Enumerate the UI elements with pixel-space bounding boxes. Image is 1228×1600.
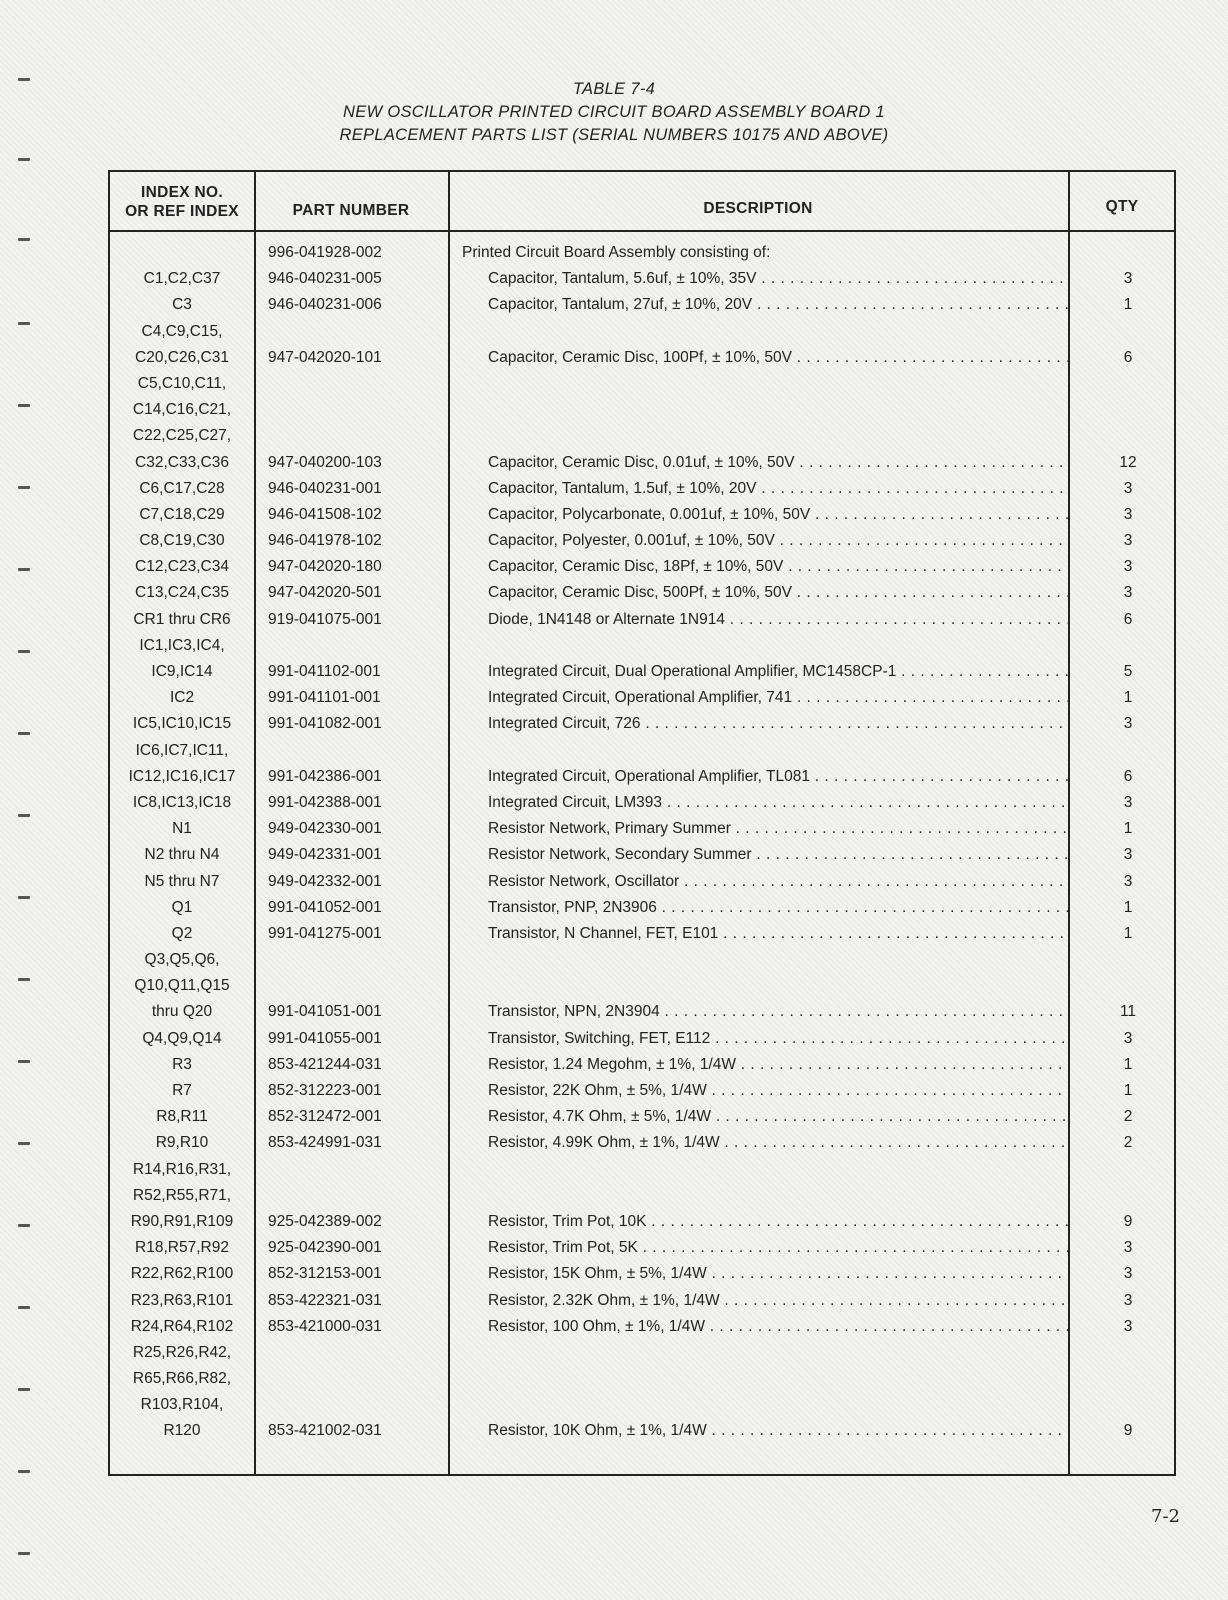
binder-mark xyxy=(18,158,30,161)
part-number-cell: 991-041052-001 xyxy=(268,898,382,916)
binder-mark xyxy=(18,1552,30,1555)
ref-index-cell: R23,R63,R101 xyxy=(130,1291,234,1309)
binder-mark xyxy=(18,1306,30,1309)
description-cell: Capacitor, Ceramic Disc, 100Pf, ± 10%, 50V . . . xyxy=(488,345,1068,371)
header-qty: QTY xyxy=(1105,198,1139,215)
description-cell: Capacitor, Ceramic Disc, 0.01uf, ± 10%, 50V . . . xyxy=(488,450,1068,476)
table-row xyxy=(110,371,1174,397)
table-row xyxy=(110,1235,1174,1261)
part-number-cell: 947-042020-180 xyxy=(268,558,382,576)
part-number-cell: 991-041102-001 xyxy=(268,663,381,680)
ref-index-cell: C4,C9,C15, xyxy=(141,322,223,340)
part-number-cell: 946-040231-005 xyxy=(268,270,382,288)
header-part-number: PART NUMBER xyxy=(292,202,410,219)
binder-mark xyxy=(18,814,30,817)
ref-index-cell: R9,R10 xyxy=(155,1134,209,1152)
binder-mark xyxy=(18,978,30,981)
binder-mark xyxy=(18,1060,30,1063)
part-number-cell: 991-041275-001 xyxy=(268,924,382,942)
table-row xyxy=(110,292,1174,318)
qty-cell: 3 xyxy=(1123,1317,1133,1335)
part-number-cell: 852-312153-001 xyxy=(268,1265,382,1283)
ref-index-cell: R8,R11 xyxy=(156,1108,208,1126)
part-number-cell: 853-422321-031 xyxy=(268,1291,382,1309)
ref-index-cell: R120 xyxy=(163,1422,201,1440)
header-divider xyxy=(110,230,1174,232)
table-row xyxy=(110,999,1174,1025)
qty-cell: 1 xyxy=(1123,898,1133,916)
qty-cell: 3 xyxy=(1123,532,1133,550)
parts-table xyxy=(108,170,1176,1476)
table-row xyxy=(110,895,1174,921)
table-row xyxy=(110,423,1174,449)
part-number-cell: 991-041082-001 xyxy=(268,715,382,733)
table-row xyxy=(110,1130,1174,1156)
part-number-cell: 996-041928-002 xyxy=(268,244,382,261)
part-number-cell: 853-424991-031 xyxy=(268,1134,382,1152)
qty-cell: 6 xyxy=(1123,348,1133,366)
ref-index-cell: IC9,IC14 xyxy=(151,663,213,680)
table-row xyxy=(110,1209,1174,1235)
qty-cell: 1 xyxy=(1123,820,1133,838)
description-cell: Integrated Circuit, 726 . . . xyxy=(488,711,1068,737)
table-row xyxy=(110,973,1174,999)
qty-cell: 3 xyxy=(1123,1265,1133,1283)
part-number-cell: 852-312223-001 xyxy=(268,1082,382,1099)
qty-cell: 3 xyxy=(1123,584,1133,602)
qty-cell: 9 xyxy=(1123,1212,1133,1230)
description-cell: Transistor, Switching, FET, E112 . . . xyxy=(488,1026,1068,1052)
part-number-cell: 946-041978-102 xyxy=(268,532,382,550)
ref-index-cell: R24,R64,R102 xyxy=(130,1317,234,1335)
table-row xyxy=(110,633,1174,659)
table-row xyxy=(110,869,1174,895)
part-number-cell: 991-042386-001 xyxy=(268,767,382,785)
ref-index-cell: CR1 thru CR6 xyxy=(133,610,231,628)
table-row xyxy=(110,1340,1174,1366)
qty-cell: 6 xyxy=(1123,767,1133,785)
table-row xyxy=(110,921,1174,947)
ref-index-cell: R7 xyxy=(172,1082,192,1099)
table-row xyxy=(110,947,1174,973)
qty-cell: 1 xyxy=(1123,1082,1133,1099)
table-row xyxy=(110,607,1174,633)
table-row xyxy=(110,1104,1174,1130)
part-number-cell: 925-042389-002 xyxy=(268,1212,382,1230)
binder-mark xyxy=(18,1142,30,1145)
qty-cell: 3 xyxy=(1123,479,1133,497)
qty-cell: 3 xyxy=(1123,872,1133,890)
ref-index-cell: C12,C23,C34 xyxy=(135,558,229,576)
qty-cell: 3 xyxy=(1123,846,1133,864)
ref-index-cell: C3 xyxy=(172,296,192,314)
binder-mark xyxy=(18,238,30,241)
binder-mark xyxy=(18,732,30,735)
table-row xyxy=(110,1366,1174,1392)
table-row xyxy=(110,764,1174,790)
description-cell: Capacitor, Tantalum, 5.6uf, ± 10%, 35V . . . xyxy=(488,266,1068,292)
table-row xyxy=(110,319,1174,345)
description-cell: Integrated Circuit, Dual Operational Amplifier, MC1458CP-1 . . . xyxy=(488,659,1068,685)
header-index: INDEX NO. OR REF INDEX xyxy=(125,184,239,220)
description-cell: Resistor, 10K Ohm, ± 1%, 1/4W . . . xyxy=(488,1418,1068,1444)
ref-index-cell: R18,R57,R92 xyxy=(135,1239,229,1257)
binder-mark xyxy=(18,896,30,899)
page-number: 7-2 xyxy=(1151,1506,1180,1527)
binder-mark xyxy=(18,650,30,653)
ref-index-cell: N5 thru N7 xyxy=(144,872,220,890)
part-number-cell: 991-041101-001 xyxy=(268,689,381,707)
table-row xyxy=(110,738,1174,764)
ref-index-cell: C32,C33,C36 xyxy=(135,453,229,471)
qty-cell: 12 xyxy=(1119,453,1137,471)
part-number-cell: 919-041075-001 xyxy=(268,610,382,628)
part-number-cell: 853-421244-031 xyxy=(268,1055,382,1073)
ref-index-cell: IC12,IC16,IC17 xyxy=(128,767,236,785)
qty-cell: 3 xyxy=(1123,715,1133,733)
binder-mark xyxy=(18,1470,30,1473)
table-row xyxy=(110,240,1174,266)
description-cell: Capacitor, Ceramic Disc, 18Pf, ± 10%, 50V . . . xyxy=(488,554,1068,580)
table-row xyxy=(110,345,1174,371)
ref-index-cell: IC8,IC13,IC18 xyxy=(132,793,232,811)
qty-cell: 11 xyxy=(1119,1003,1137,1021)
table-row xyxy=(110,397,1174,423)
table-row xyxy=(110,554,1174,580)
ref-index-cell: R3 xyxy=(172,1055,192,1073)
binder-mark xyxy=(18,486,30,489)
table-row xyxy=(110,685,1174,711)
table-row xyxy=(110,1157,1174,1183)
description-cell: Transistor, N Channel, FET, E101 . . . xyxy=(488,921,1068,947)
part-number-cell: 946-040231-001 xyxy=(268,479,382,497)
binder-mark xyxy=(18,404,30,407)
qty-cell: 1 xyxy=(1123,296,1133,314)
part-number-cell: 949-042330-001 xyxy=(268,820,382,838)
qty-cell: 3 xyxy=(1123,1239,1133,1257)
description-cell: Resistor, 4.99K Ohm, ± 1%, 1/4W . . . xyxy=(488,1130,1068,1156)
qty-cell: 2 xyxy=(1123,1134,1133,1152)
ref-index-cell: IC2 xyxy=(169,689,195,707)
table-row xyxy=(110,1026,1174,1052)
qty-cell: 1 xyxy=(1123,689,1133,707)
header-description: DESCRIPTION xyxy=(703,200,813,217)
table-number: TABLE 7-4 xyxy=(572,80,656,98)
table-row xyxy=(110,659,1174,685)
ref-index-cell: IC6,IC7,IC11, xyxy=(135,741,229,759)
ref-index-cell: C13,C24,C35 xyxy=(135,584,229,602)
ref-index-cell: Q10,Q11,Q15 xyxy=(134,977,230,995)
part-number-cell: 991-042388-001 xyxy=(268,793,382,811)
description-cell: Transistor, NPN, 2N3904 . . . xyxy=(488,999,1068,1025)
table-row xyxy=(110,1314,1174,1340)
table-row xyxy=(110,1288,1174,1314)
description-cell: Resistor Network, Oscillator . . . xyxy=(488,869,1068,895)
table-row xyxy=(110,502,1174,528)
description-cell: Capacitor, Tantalum, 1.5uf, ± 10%, 20V . . . xyxy=(488,476,1068,502)
description-cell: Integrated Circuit, Operational Amplifier, 741 . . . xyxy=(488,685,1068,711)
binder-mark xyxy=(18,1388,30,1391)
table-body xyxy=(110,240,1174,1445)
part-number-cell: 853-421000-031 xyxy=(268,1317,382,1335)
table-row xyxy=(110,1392,1174,1418)
qty-cell: 3 xyxy=(1123,270,1133,288)
description-cell: Integrated Circuit, LM393 . . . xyxy=(488,790,1068,816)
table-row xyxy=(110,528,1174,554)
ref-index-cell: IC5,IC10,IC15 xyxy=(132,715,232,733)
table-row xyxy=(110,266,1174,292)
ref-index-cell: R52,R55,R71, xyxy=(132,1186,232,1204)
description-cell: Resistor, Trim Pot, 5K . . . xyxy=(488,1235,1068,1261)
description-cell: Resistor, Trim Pot, 10K . . . xyxy=(488,1209,1068,1235)
ref-index-cell: R14,R16,R31, xyxy=(132,1160,232,1178)
binder-mark xyxy=(18,322,30,325)
description-cell: Resistor, 4.7K Ohm, ± 5%, 1/4W . . . xyxy=(488,1104,1068,1130)
table-row xyxy=(110,580,1174,606)
ref-index-cell: N2 thru N4 xyxy=(144,846,220,864)
ref-index-cell: Q4,Q9,Q14 xyxy=(142,1029,222,1047)
ref-index-cell: Q2 xyxy=(171,924,193,942)
table-row xyxy=(110,842,1174,868)
ref-index-cell: C14,C16,C21, xyxy=(132,401,232,419)
table-row xyxy=(110,790,1174,816)
table-row xyxy=(110,476,1174,502)
description-cell: Transistor, PNP, 2N3906 . . . xyxy=(488,895,1068,921)
part-number-cell: 946-040231-006 xyxy=(268,296,382,314)
table-row xyxy=(110,1261,1174,1287)
table-subtitle: REPLACEMENT PARTS LIST (SERIAL NUMBERS 10175 AND ABOVE) xyxy=(339,126,889,144)
ref-index-cell: thru Q20 xyxy=(151,1003,213,1021)
qty-cell: 9 xyxy=(1123,1422,1133,1440)
description-cell: Capacitor, Polycarbonate, 0.001uf, ± 10%, 50V . . . xyxy=(488,502,1068,528)
table-row xyxy=(110,1052,1174,1078)
description-cell: Resistor, 1.24 Megohm, ± 1%, 1/4W . . . xyxy=(488,1052,1068,1078)
qty-cell: 6 xyxy=(1123,610,1133,628)
table-row xyxy=(110,1418,1174,1444)
ref-index-cell: Q1 xyxy=(171,898,193,916)
description-cell: Capacitor, Ceramic Disc, 500Pf, ± 10%, 50V . . . xyxy=(488,580,1068,606)
table-row xyxy=(110,1183,1174,1209)
table-row xyxy=(110,711,1174,737)
description-cell: Resistor, 100 Ohm, ± 1%, 1/4W . . . xyxy=(488,1314,1068,1340)
binder-hole-marks xyxy=(0,0,40,1600)
ref-index-cell: N1 xyxy=(172,820,192,838)
ref-index-cell: R103,R104, xyxy=(140,1396,224,1414)
description-cell: Capacitor, Polyester, 0.001uf, ± 10%, 50V . . . xyxy=(488,528,1068,554)
part-number-cell: 949-042332-001 xyxy=(268,872,382,890)
description-cell: Resistor Network, Secondary Summer . . . xyxy=(488,842,1068,868)
binder-mark xyxy=(18,1224,30,1227)
description-cell: Resistor Network, Primary Summer . . . xyxy=(488,816,1068,842)
part-number-cell: 991-041055-001 xyxy=(268,1029,382,1047)
ref-index-cell: C20,C26,C31 xyxy=(135,348,229,366)
qty-cell: 3 xyxy=(1123,793,1133,811)
ref-index-cell: R90,R91,R109 xyxy=(130,1212,234,1230)
ref-index-cell: C22,C25,C27, xyxy=(132,427,232,445)
ref-index-cell: C5,C10,C11, xyxy=(137,374,227,392)
table-title: NEW OSCILLATOR PRINTED CIRCUIT BOARD ASSEMBLY BOARD 1 xyxy=(343,103,885,121)
ref-index-cell: R25,R26,R42, xyxy=(132,1343,232,1361)
description-cell: Capacitor, Tantalum, 27uf, ± 10%, 20V . . . xyxy=(488,292,1068,318)
ref-index-cell: Q3,Q5,Q6, xyxy=(144,951,220,969)
description-cell: Resistor, 2.32K Ohm, ± 1%, 1/4W . . . xyxy=(488,1288,1068,1314)
qty-cell: 5 xyxy=(1123,663,1133,680)
part-number-cell: 852-312472-001 xyxy=(268,1108,382,1126)
part-number-cell: 925-042390-001 xyxy=(268,1239,382,1257)
part-number-cell: 947-042020-501 xyxy=(268,584,382,602)
description-cell: Resistor, 15K Ohm, ± 5%, 1/4W . . . xyxy=(488,1261,1068,1287)
ref-index-cell: R22,R62,R100 xyxy=(130,1265,234,1283)
ref-index-cell: C1,C2,C37 xyxy=(143,270,221,288)
part-number-cell: 853-421002-031 xyxy=(268,1422,382,1440)
description-cell: Integrated Circuit, Operational Amplifier, TL081 . . . xyxy=(488,764,1068,790)
ref-index-cell: R65,R66,R82, xyxy=(132,1370,232,1388)
binder-mark xyxy=(18,568,30,571)
description-cell: Diode, 1N4148 or Alternate 1N914 . . . xyxy=(488,607,1068,633)
ref-index-cell: IC1,IC3,IC4, xyxy=(139,636,225,654)
part-number-cell: 949-042331-001 xyxy=(268,846,382,864)
part-number-cell: 946-041508-102 xyxy=(268,505,382,523)
part-number-cell: 947-040200-103 xyxy=(268,453,382,471)
qty-cell: 3 xyxy=(1123,1291,1133,1309)
qty-cell: 3 xyxy=(1123,1029,1133,1047)
part-number-cell: 991-041051-001 xyxy=(268,1003,382,1021)
ref-index-cell: C6,C17,C28 xyxy=(139,479,225,497)
description-cell: Printed Circuit Board Assembly consisting of: xyxy=(462,244,771,261)
table-title-block xyxy=(0,78,1228,147)
table-row xyxy=(110,816,1174,842)
qty-cell: 1 xyxy=(1123,924,1133,942)
qty-cell: 3 xyxy=(1123,558,1133,576)
part-number-cell: 947-042020-101 xyxy=(268,348,382,366)
ref-index-cell: C8,C19,C30 xyxy=(139,532,225,550)
qty-cell: 2 xyxy=(1123,1108,1133,1126)
description-cell: Resistor, 22K Ohm, ± 5%, 1/4W . . . xyxy=(488,1078,1068,1104)
qty-cell: 1 xyxy=(1123,1055,1133,1073)
table-row xyxy=(110,450,1174,476)
ref-index-cell: C7,C18,C29 xyxy=(139,505,225,523)
table-row xyxy=(110,1078,1174,1104)
qty-cell: 3 xyxy=(1123,505,1133,523)
